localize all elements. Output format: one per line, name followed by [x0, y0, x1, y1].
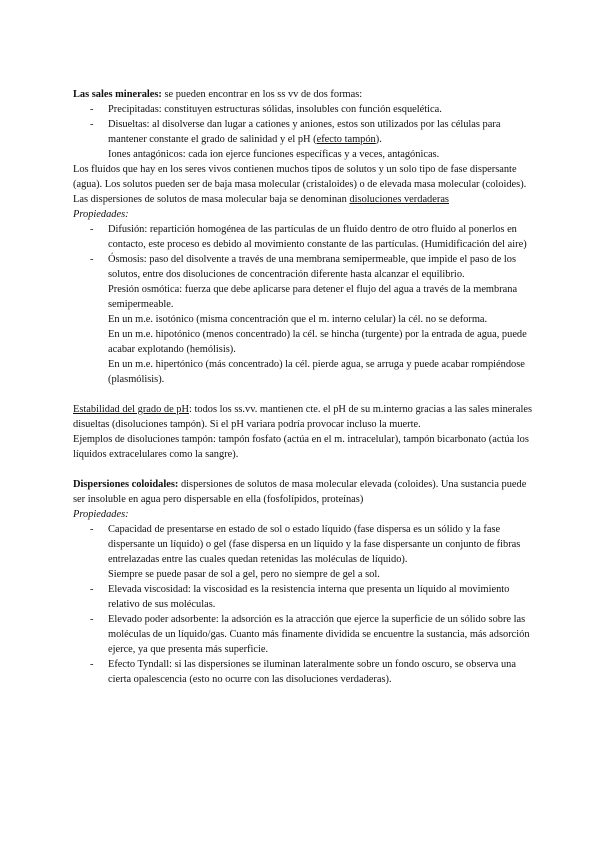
list-item	[73, 222, 533, 252]
propiedades-label: Propiedades:	[73, 509, 129, 520]
list-item-text: Elevado poder adsorbente: la adsorción es la atracción que ejerce la superficie de un sólido sobre las moléculas de un líquido/gas. Cuanto más finamente dividida se encuentre la sustancia, más adsorción ejerce, ya que presenta más superficie.	[108, 614, 530, 655]
list-item-text: Ósmosis: paso del disolvente a través de una membrana semipermeable, que impide el paso de los solutos, entre dos disoluciones de concentración diferente hasta alcanzar el equilibrio.	[108, 254, 517, 280]
disoluciones-verdaderas-link: disoluciones verdaderas	[349, 194, 449, 205]
iones-antagonicos: Iones antagónicos: cada ion ejerce funciones específicas y a veces, antagónicas.	[108, 149, 440, 160]
sub-paragraph: Siempre se puede pasar de sol a gel, pero no siempre de gel a sol.	[108, 569, 380, 580]
list-item	[73, 612, 533, 657]
efecto-tampon-link: efecto tampón	[316, 134, 376, 145]
sales-list	[73, 102, 533, 147]
list-item-text: Capacidad de presentarse en estado de sol o estado líquido (fase dispersa es un sólido y la fase dispersante un líquido) o gel (fase dispersa en un líquido y la fase dispersante un conjunto de fibras entrelazadas entre las cuales quedan retenidas las moléculas de líquido).	[108, 524, 521, 565]
propiedades-label: Propiedades:	[73, 209, 129, 220]
sub-paragraph: En un m.e. isotónico (misma concentración que el m. interno celular) la cél. no se deforma.	[108, 314, 488, 325]
list-item-text: ).	[375, 134, 382, 145]
sub-paragraph: Presión osmótica: fuerza que debe aplicarse para detener el flujo del agua a través de la membrana semipermeable.	[108, 284, 518, 310]
sales-intro: se pueden encontrar en los ss vv de dos formas:	[161, 89, 363, 100]
sub-paragraph: En un m.e. hipotónico (menos concentrado) la cél. se hincha (turgente) por la entrada de agua, puede acabar explotando (hemólisis).	[108, 329, 527, 355]
list-item-text: Difusión: repartición homogénea de las partículas de un fluido dentro de otro fluido al ponerlos en contacto, este proceso es debido al movimiento constante de las partículas. (Humidificación del aire)	[108, 224, 527, 250]
estabilidad-paragraph	[73, 402, 533, 432]
list-item-text: Efecto Tyndall: si las dispersiones se iluminan lateralmente sobre un fondo oscuro, se observa una cierta opalescencia (esto no ocurre con las disoluciones verdaderas).	[108, 659, 516, 685]
list-item	[73, 582, 533, 612]
list-item-text: Elevada viscosidad: la viscosidad es la resistencia interna que presenta un líquido al movimiento relativo de sus moléculas.	[108, 584, 510, 610]
coloidales-intro: dispersiones de solutos de masa molecular elevada (coloides). Una sustancia puede ser insoluble en agua pero dispersable en ella (fosfolípidos, proteínas)	[73, 479, 527, 505]
sales-title: Las sales minerales:	[73, 89, 162, 100]
list-item	[73, 102, 533, 117]
ejemplos-paragraph: Ejemplos de disoluciones tampón: tampón fosfato (actúa en el m. intracelular), tampón bicarbonato (actúa los líquidos extracelulares como la sangre).	[73, 434, 529, 460]
list-item	[73, 657, 533, 687]
coloidales-title: Dispersiones coloidales:	[73, 479, 179, 490]
coloidales-propiedades-list	[73, 522, 533, 687]
estabilidad-title: Estabilidad del grado de pH	[73, 404, 189, 415]
list-item	[73, 117, 533, 147]
coloidales-paragraph	[73, 477, 533, 507]
disoluciones-paragraph	[73, 192, 533, 207]
disoluciones-text: Las dispersiones de solutos de masa molecular baja se denominan	[73, 194, 350, 205]
list-item-text: Precipitadas: constituyen estructuras sólidas, insolubles con función esquelética.	[108, 104, 442, 115]
list-item-text: Disueltas: al disolverse dan lugar a cationes y aniones, estos son utilizados por las células para mantener constante el grado de salinidad y el pH (	[108, 119, 501, 145]
list-item	[73, 522, 533, 582]
fluidos-propiedades-list	[73, 222, 533, 387]
list-item	[73, 252, 533, 387]
estabilidad-text: : todos los ss.vv. mantienen cte. el pH de su m.interno gracias a las sales minerales disueltas (disoluciones tampón). Si el pH variara podría provocar incluso la muerte.	[73, 404, 532, 430]
sub-paragraph: En un m.e. hipertónico (más concentrado) la cél. pierde agua, se arruga y puede acabar rompiéndose (plasmólisis).	[108, 359, 525, 385]
document-body	[73, 87, 533, 687]
fluidos-paragraph: Los fluidos que hay en los seres vivos contienen muchos tipos de solutos y un solo tipo de fase dispersante (agua). Los solutos pueden ser de baja masa molecular (cristaloides) o de elevada masa molecular (coloides).	[73, 164, 527, 190]
sales-paragraph	[73, 87, 533, 102]
